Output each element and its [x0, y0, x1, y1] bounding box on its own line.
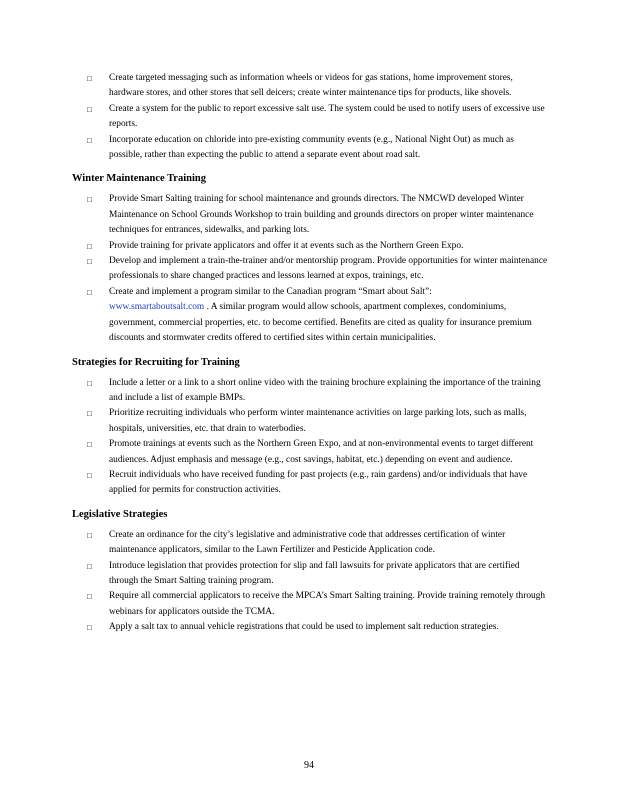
bullet-icon: □ — [87, 470, 92, 480]
list-item — [72, 559, 548, 590]
list-item-text: Require all commercial applicators to receive the MPCA’s Smart Salting training. Provide training remotely through webinars for applicators outside the TCMA. — [109, 591, 546, 617]
list-item — [72, 133, 548, 164]
list-item — [72, 239, 548, 254]
section-heading: Winter Maintenance Training — [72, 173, 206, 185]
list-item — [72, 254, 548, 285]
bullet-icon: □ — [87, 287, 92, 297]
section-recruiting-strategies — [72, 356, 548, 499]
bullet-icon: □ — [87, 530, 92, 540]
list-item-text: Create and implement a program similar to the Canadian program “Smart about Salt”: — [109, 286, 432, 297]
bullet-icon: □ — [87, 440, 92, 450]
bullet-icon: □ — [87, 623, 92, 633]
list-item-text: Create a system for the public to report excessive salt use. The system could be used to notify users of excessive use reports. — [109, 103, 545, 130]
section-outreach — [72, 71, 548, 163]
list-item-text: Prioritize recruiting individuals who perform winter maintenance activities on large parking lots, such as malls, hospitals, universities, etc. that drain to waterbodies. — [109, 408, 527, 434]
list-item-text: . A similar program would allow schools, apartment complexes, condominiums, government, commercial properties, etc. to become certified. Benefits are cited as quality for insurance premium discounts and stormwater credits offered to certified sites within certain municipalities. — [109, 302, 532, 344]
section-winter-maintenance-training — [72, 172, 548, 346]
list-item-text: Develop and implement a train-the-trainer and/or mentorship program. Provide opportunities for winter maintenance professionals to share changed practices and lessons learned at expos, trainings, etc. — [109, 256, 548, 282]
list-item — [72, 620, 548, 635]
bullet-icon: □ — [87, 195, 92, 205]
bullet-icon: □ — [87, 241, 92, 251]
list-item — [72, 437, 548, 468]
bullet-icon: □ — [87, 561, 92, 571]
page-number: 94 — [304, 760, 314, 771]
bullet-icon: □ — [87, 74, 92, 83]
list-item — [72, 285, 548, 347]
list-item — [72, 71, 548, 102]
list-item — [72, 102, 548, 133]
bullet-icon: □ — [87, 409, 92, 419]
bullet-icon: □ — [87, 592, 92, 602]
list-item-text: Promote trainings at events such as the Northern Green Expo, and at non-environmental events to target different audiences. Adjust emphasis and message (e.g., cost savings, habitat, etc.) depending on event and audience. — [109, 439, 534, 465]
list-item-text: Create an ordinance for the city’s legislative and administrative code that addresses certification of winter maintenance applicators, similar to the Lawn Fertilizer and Pesticide Application code. — [109, 529, 506, 556]
list-item-text: Include a letter or a link to a short online video with the training brochure explaining the importance of the training and include a list of example BMPs. — [109, 377, 541, 403]
list-item-text: Recruit individuals who have received funding for past projects (e.g., rain gardens) and/or individuals that have applied for permits for construction activities. — [109, 469, 528, 496]
list-item — [72, 376, 548, 407]
bullet-icon: □ — [87, 104, 92, 114]
list-item-text: Provide training for private applicators and offer it at events such as the Northern Green Expo. — [109, 240, 464, 251]
list-item-text: Provide Smart Salting training for school maintenance and grounds directors. The NMCWD developed Winter Maintenance on School Grounds Workshop to train building and grounds directors on proper winter maintenance techniques for entrances, sidewalks, and parking lots. — [109, 194, 534, 236]
list-item-text: Incorporate education on chloride into pre-existing community events (e.g., National Night Out) as much as possible, rather than expecting the public to attend a separate event about road salt. — [109, 134, 514, 161]
smart-about-salt-link[interactable]: www.smartaboutsalt.com — [109, 302, 205, 313]
list-item — [72, 468, 548, 499]
section-heading: Legislative Strategies — [72, 508, 168, 520]
section-heading: Strategies for Recruiting for Training — [72, 356, 240, 368]
page-content — [72, 71, 548, 636]
list-item — [72, 406, 548, 437]
bullet-icon: □ — [87, 135, 92, 145]
list-item-text: Introduce legislation that provides protection for slip and fall lawsuits for private applicators that are certified through the Smart Salting training program. — [109, 560, 520, 586]
bullet-icon: □ — [87, 257, 92, 267]
list-item-text: Create targeted messaging such as information wheels or videos for gas stations, home improvement stores, hardware stores, and other stores that sell deicers; create winter maintenance tips for products, like shovels. — [109, 73, 513, 99]
list-item — [72, 192, 548, 238]
list-item — [72, 589, 548, 620]
list-item — [72, 528, 548, 559]
bullet-icon: □ — [87, 378, 92, 388]
list-item-text: Apply a salt tax to annual vehicle registrations that could be used to implement salt reduction strategies. — [109, 622, 499, 633]
section-legislative-strategies — [72, 508, 548, 636]
